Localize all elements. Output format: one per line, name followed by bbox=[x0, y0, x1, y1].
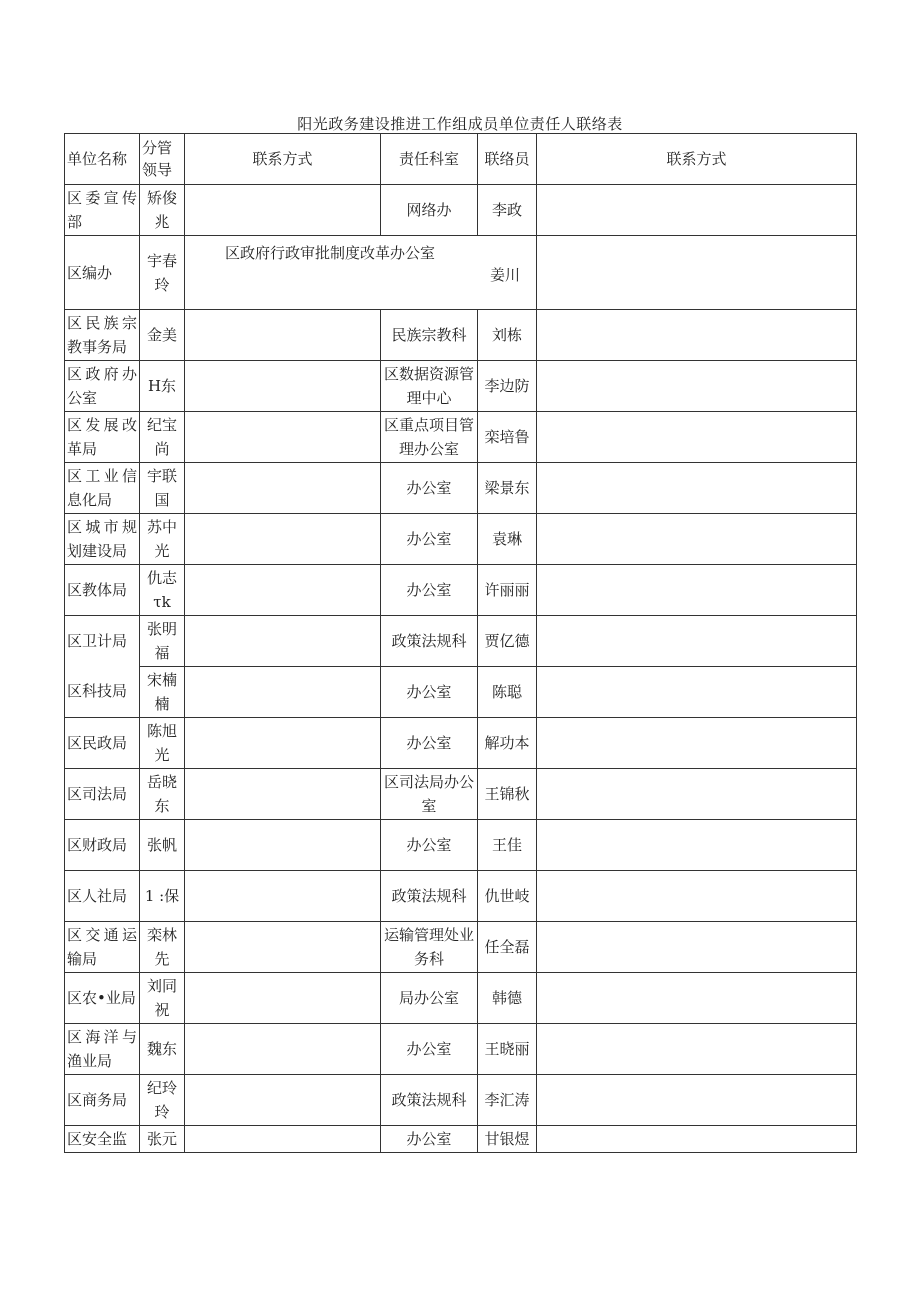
table-row bbox=[65, 412, 857, 463]
header-contact: 联系方式 bbox=[185, 134, 381, 185]
leader-name: 张元 bbox=[140, 1126, 185, 1153]
unit-name: 区工业信息化局 bbox=[65, 463, 140, 514]
liaison-name: 王锦秋 bbox=[478, 769, 537, 820]
table-row bbox=[65, 514, 857, 565]
dept-name: 区重点项目管理办公室 bbox=[381, 412, 478, 463]
contact-cell bbox=[537, 922, 857, 973]
liaison-name: 姜川 bbox=[489, 265, 520, 284]
contact-cell bbox=[185, 361, 381, 412]
page-title: 阳光政务建设推进工作组成员单位责任人联络表 bbox=[297, 115, 623, 133]
liaison-name: 韩德 bbox=[478, 973, 537, 1024]
contact-cell bbox=[185, 871, 381, 922]
contact-cell bbox=[185, 718, 381, 769]
contact-cell bbox=[185, 1024, 381, 1075]
unit-name: 区城市规划建设局 bbox=[65, 514, 140, 565]
liaison-name: 梁景东 bbox=[478, 463, 537, 514]
table-row bbox=[65, 922, 857, 973]
dept-name: 办公室 bbox=[381, 1024, 478, 1075]
unit-name: 区商务局 bbox=[65, 1075, 140, 1126]
liaison-name: 仇世岐 bbox=[478, 871, 537, 922]
liaison-name: 解功本 bbox=[478, 718, 537, 769]
dept-name: 局办公室 bbox=[381, 973, 478, 1024]
leader-name: 苏中光 bbox=[140, 514, 185, 565]
contact-cell bbox=[537, 1126, 857, 1153]
contact-cell bbox=[185, 769, 381, 820]
liaison-name: 李汇涛 bbox=[478, 1075, 537, 1126]
dept-name: 办公室 bbox=[381, 514, 478, 565]
merged-dept-cell bbox=[185, 236, 537, 310]
contact-cell bbox=[185, 973, 381, 1024]
header-contact-2: 联系方式 bbox=[537, 134, 857, 185]
contact-cell bbox=[537, 514, 857, 565]
dept-name: 办公室 bbox=[381, 463, 478, 514]
dept-name: 政策法规科 bbox=[381, 1075, 478, 1126]
unit-name: 区编办 bbox=[65, 236, 140, 310]
contact-cell bbox=[537, 185, 857, 236]
contact-cell bbox=[537, 616, 857, 667]
dept-name: 办公室 bbox=[381, 565, 478, 616]
leader-name: 张帆 bbox=[140, 820, 185, 871]
unit-name: 区委宣传部 bbox=[65, 185, 140, 236]
liaison-name: 陈聪 bbox=[478, 667, 537, 718]
contact-cell bbox=[537, 361, 857, 412]
contact-cell bbox=[185, 616, 381, 667]
leader-name: 纪宝尚 bbox=[140, 412, 185, 463]
contact-cell bbox=[537, 1024, 857, 1075]
table-row bbox=[65, 718, 857, 769]
leader-name: 宋楠楠 bbox=[140, 667, 185, 718]
contact-cell bbox=[537, 1075, 857, 1126]
table-row bbox=[65, 667, 857, 718]
leader-name: 魏东 bbox=[140, 1024, 185, 1075]
unit-name: 区发展改革局 bbox=[65, 412, 140, 463]
contact-cell bbox=[537, 871, 857, 922]
liaison-name: 甘银煜 bbox=[478, 1126, 537, 1153]
leader-name: 矫俊兆 bbox=[140, 185, 185, 236]
unit-name: 区民政局 bbox=[65, 718, 140, 769]
leader-name: H东 bbox=[140, 361, 185, 412]
contact-cell bbox=[185, 1126, 381, 1153]
leader-name: 金美 bbox=[140, 310, 185, 361]
dept-name: 政策法规科 bbox=[381, 616, 478, 667]
contact-cell bbox=[185, 185, 381, 236]
leader-name: 张明福 bbox=[140, 616, 185, 667]
table-row bbox=[65, 973, 857, 1024]
unit-name: 区安全监 bbox=[65, 1126, 140, 1153]
contact-cell bbox=[537, 667, 857, 718]
dept-name: 运输管理处业务科 bbox=[381, 922, 478, 973]
table-row bbox=[65, 310, 857, 361]
leader-name: 宇春玲 bbox=[140, 236, 185, 310]
liaison-name: 袁琳 bbox=[478, 514, 537, 565]
contact-cell bbox=[185, 667, 381, 718]
contact-cell bbox=[537, 236, 857, 310]
contact-cell bbox=[537, 310, 857, 361]
liaison-name: 刘栋 bbox=[478, 310, 537, 361]
unit-name-weiji: 区卫计局 bbox=[67, 632, 128, 650]
dept-name: 办公室 bbox=[381, 820, 478, 871]
contact-cell bbox=[185, 922, 381, 973]
contact-cell bbox=[537, 565, 857, 616]
unit-name: 区教体局 bbox=[65, 565, 140, 616]
contact-cell bbox=[537, 718, 857, 769]
leader-name: 陈旭光 bbox=[140, 718, 185, 769]
contact-cell bbox=[537, 820, 857, 871]
dept-name: 区政府行政审批制度改革办公室 bbox=[225, 243, 436, 262]
leader-name: 仇志τk bbox=[140, 565, 185, 616]
table-row bbox=[65, 463, 857, 514]
header-unit: 单位名称 bbox=[65, 134, 140, 185]
unit-name: 区政府办公室 bbox=[65, 361, 140, 412]
header-dept: 责任科室 bbox=[381, 134, 478, 185]
liaison-name: 李边防 bbox=[478, 361, 537, 412]
unit-name: 区海洋与渔业局 bbox=[65, 1024, 140, 1075]
table-row bbox=[65, 1024, 857, 1075]
table-row bbox=[65, 185, 857, 236]
liaison-name: 王晓丽 bbox=[478, 1024, 537, 1075]
leader-name: 岳晓东 bbox=[140, 769, 185, 820]
table-row bbox=[65, 820, 857, 871]
unit-name-keji: 区科技局 bbox=[67, 682, 128, 700]
contact-cell bbox=[185, 463, 381, 514]
contact-cell bbox=[185, 1075, 381, 1126]
table-row bbox=[65, 769, 857, 820]
contact-cell bbox=[185, 310, 381, 361]
contact-cell bbox=[185, 565, 381, 616]
table-row bbox=[65, 871, 857, 922]
contact-cell bbox=[537, 973, 857, 1024]
unit-name: 区农•业局 bbox=[65, 973, 140, 1024]
table-row bbox=[65, 1075, 857, 1126]
contact-cell bbox=[185, 412, 381, 463]
liaison-table bbox=[64, 133, 857, 1153]
leader-name: 1 :保 bbox=[140, 871, 185, 922]
leader-name: 纪玲玲 bbox=[140, 1075, 185, 1126]
liaison-name: 贾亿德 bbox=[478, 616, 537, 667]
dept-name: 网络办 bbox=[381, 185, 478, 236]
header-row bbox=[65, 134, 857, 185]
liaison-name: 许丽丽 bbox=[478, 565, 537, 616]
dept-name: 民族宗教科 bbox=[381, 310, 478, 361]
leader-name: 宇联国 bbox=[140, 463, 185, 514]
dept-name: 办公室 bbox=[381, 718, 478, 769]
contact-cell bbox=[537, 412, 857, 463]
leader-name: 栾林先 bbox=[140, 922, 185, 973]
liaison-name: 王佳 bbox=[478, 820, 537, 871]
dept-name: 政策法规科 bbox=[381, 871, 478, 922]
contact-cell bbox=[185, 820, 381, 871]
contact-cell bbox=[537, 769, 857, 820]
contact-cell bbox=[537, 463, 857, 514]
table-row bbox=[65, 565, 857, 616]
table-row bbox=[65, 1126, 857, 1153]
table-row bbox=[65, 616, 857, 667]
header-leader: 分管领导 bbox=[140, 134, 185, 185]
unit-name bbox=[65, 616, 140, 718]
dept-name: 区数据资源管理中心 bbox=[381, 361, 478, 412]
dept-name: 办公室 bbox=[381, 1126, 478, 1153]
unit-name: 区司法局 bbox=[65, 769, 140, 820]
header-liaison: 联络员 bbox=[478, 134, 537, 185]
dept-name: 办公室 bbox=[381, 667, 478, 718]
liaison-name: 李政 bbox=[478, 185, 537, 236]
contact-cell bbox=[185, 514, 381, 565]
liaison-name: 任全磊 bbox=[478, 922, 537, 973]
unit-name: 区人社局 bbox=[65, 871, 140, 922]
unit-name: 区财政局 bbox=[65, 820, 140, 871]
table-row bbox=[65, 236, 857, 310]
unit-name: 区民族宗教事务局 bbox=[65, 310, 140, 361]
dept-name: 区司法局办公室 bbox=[381, 769, 478, 820]
liaison-name: 栾培鲁 bbox=[478, 412, 537, 463]
unit-name: 区交通运输局 bbox=[65, 922, 140, 973]
table-row bbox=[65, 361, 857, 412]
leader-name: 刘同祝 bbox=[140, 973, 185, 1024]
